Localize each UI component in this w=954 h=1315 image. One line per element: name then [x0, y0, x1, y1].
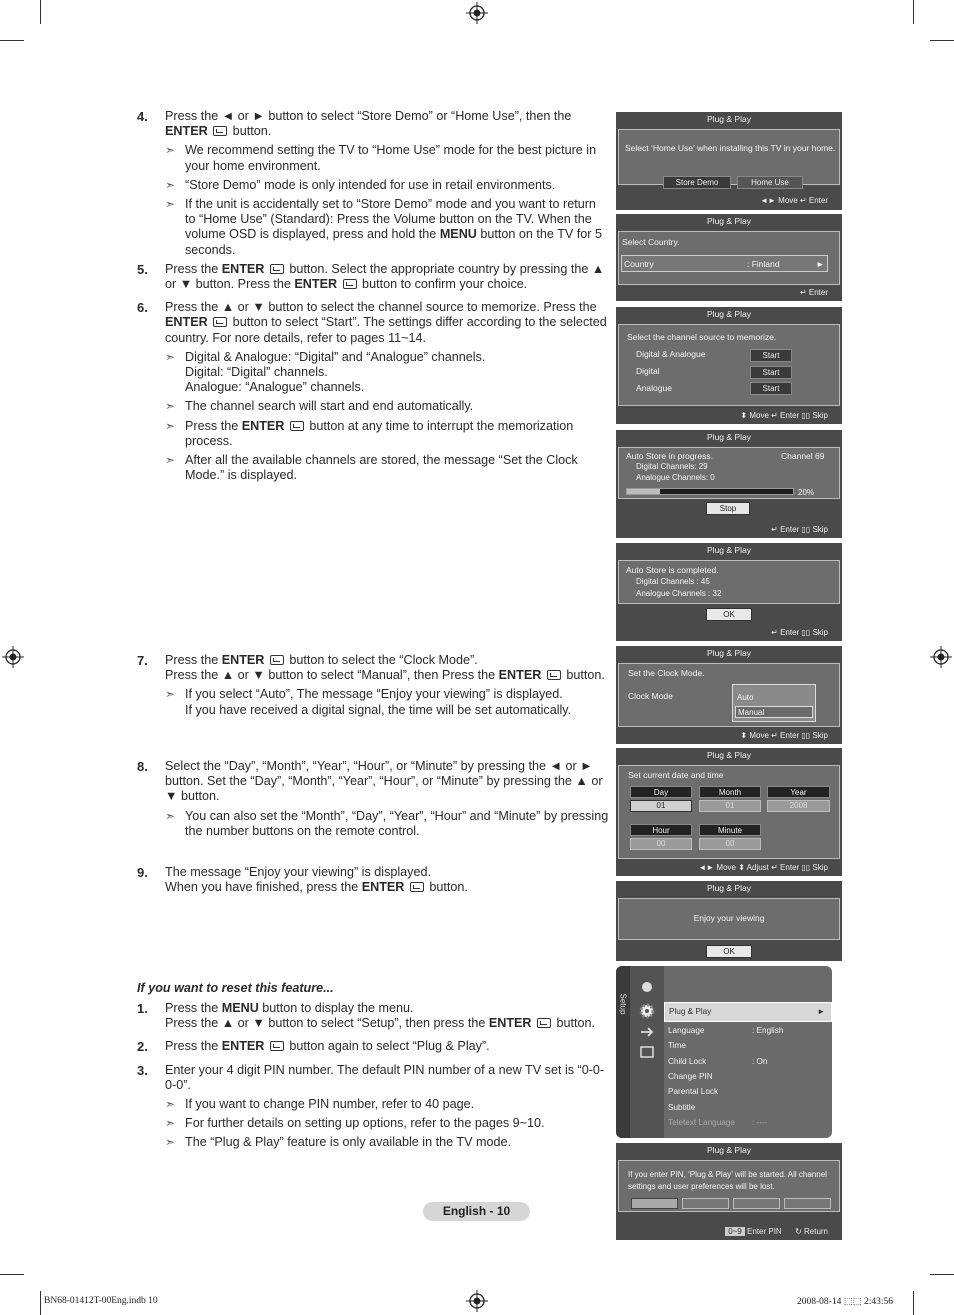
pin-digit-1[interactable] — [631, 1198, 678, 1209]
setup-item-value: : ---- — [752, 1117, 768, 1127]
instruction-step — [137, 1063, 609, 1093]
input-icon[interactable] — [640, 1026, 654, 1038]
instruction-step — [137, 1001, 609, 1031]
setup-item-label[interactable]: Child Lock — [668, 1056, 707, 1066]
instruction-step — [137, 653, 609, 683]
setup-menu — [616, 966, 832, 1138]
osd-message: Select the channel source to memorize. — [627, 332, 777, 342]
instruction-step — [137, 1039, 609, 1054]
ok-button[interactable]: OK — [706, 945, 752, 958]
osd-footer: ◄► Move ↵ Enter — [760, 196, 828, 205]
osd-message: Select Country. — [622, 237, 680, 247]
menu-keyword: MENU — [221, 1001, 259, 1015]
home-use-button[interactable]: Home Use — [737, 176, 803, 189]
note-arrow-icon: ➣ — [165, 177, 176, 192]
start-button[interactable]: Start — [750, 382, 792, 395]
note-arrow-icon: ➣ — [165, 399, 176, 414]
hour-header: Hour — [630, 824, 692, 836]
source-digital: Digital — [636, 366, 660, 376]
note-item: ➣ You can also set the “Month”, “Day”, “Year”, “Hour” and “Minute” by pressing the number buttons on the remote control. — [165, 808, 609, 838]
note-item: ➣ After all the available channels are stored, the message “Set the Clock Mode.” is displayed. — [165, 453, 578, 483]
setup-item-label[interactable]: Teletext Language — [668, 1117, 735, 1127]
osd-footer: ⬍ Move ↵ Enter ▯▯ Skip — [740, 411, 828, 420]
registration-mark-icon — [2, 646, 24, 668]
enter-icon — [270, 264, 284, 274]
step-number: 7. — [137, 653, 148, 668]
plug-and-play-item[interactable] — [664, 1002, 832, 1022]
enter-keyword: ENTER — [498, 668, 542, 683]
osd-title: Plug & Play — [707, 309, 751, 319]
reset-steps — [137, 1001, 609, 1155]
crop-mark — [913, 1291, 914, 1315]
note-arrow-icon: ➣ — [165, 1097, 176, 1112]
crop-mark — [913, 0, 914, 24]
step-number: 1. — [137, 1001, 148, 1016]
crop-mark — [0, 1274, 24, 1275]
step-7 — [137, 653, 609, 722]
progress-bar — [626, 488, 794, 495]
enter-keyword: ENTER — [221, 261, 265, 276]
note-item: ➣ The “Plug & Play” feature is only available in the TV mode. — [165, 1135, 511, 1150]
note-arrow-icon: ➣ — [165, 143, 176, 158]
osd-message: Select ‘Home Use’ when installing this TV in your home. — [625, 143, 836, 153]
instruction-step — [137, 300, 609, 346]
osd-footer: ↵ Enter — [799, 288, 828, 297]
enter-keyword: ENTER — [221, 1039, 265, 1054]
osd-title: Plug & Play — [707, 114, 751, 124]
step-text: Press the ENTER button again to select “Plug & Play”. — [165, 1039, 490, 1054]
country-label: Country — [624, 259, 654, 269]
day-field[interactable]: 01 — [630, 800, 692, 812]
enter-keyword: ENTER — [294, 277, 338, 292]
setup-item-label[interactable]: Time — [668, 1041, 686, 1051]
osd-footer: ⬍ Move ↵ Enter ▯▯ Skip — [740, 731, 828, 740]
enter-icon — [343, 279, 357, 289]
start-button[interactable]: Start — [750, 349, 792, 362]
osd-message: Enjoy your viewing — [693, 913, 765, 923]
gear-icon[interactable] — [638, 1002, 656, 1020]
plug-and-play-label: Plug & Play — [669, 1007, 712, 1016]
osd-title: Plug & Play — [707, 648, 751, 658]
setup-side-label: Setup — [618, 993, 628, 1015]
enter-keyword: ENTER — [361, 880, 405, 895]
source-analogue: Analogue — [636, 383, 672, 393]
osd-home-use — [616, 112, 842, 210]
minute-field[interactable]: 00 — [699, 838, 761, 850]
step-number: 5. — [137, 261, 148, 277]
step-number: 2. — [137, 1039, 148, 1055]
country-value: : Finland — [747, 259, 780, 269]
osd-auto-store-completed — [616, 543, 842, 641]
osd-auto-store-progress — [616, 430, 842, 538]
note-item: ➣ The channel search will start and end automatically. — [165, 399, 474, 414]
progress-percent: 20% — [798, 488, 815, 497]
store-demo-button[interactable]: Store Demo — [663, 176, 731, 189]
page-number: English - 10 — [423, 1202, 530, 1221]
osd-enjoy-viewing — [616, 881, 842, 961]
step-number: 3. — [137, 1062, 148, 1078]
return-label: ↻ Return — [795, 1227, 828, 1236]
step-text: The message “Enjoy your viewing” is displayed. When you have finished, press the ENTER button. — [165, 865, 468, 895]
instruction-step — [137, 109, 609, 139]
enter-icon — [270, 1041, 284, 1051]
analogue-count: Analogue Channels: 0 — [636, 473, 715, 482]
osd-title: Plug & Play — [707, 883, 751, 893]
enter-icon — [547, 670, 561, 680]
country-field[interactable] — [621, 255, 828, 272]
start-button[interactable]: Start — [750, 366, 792, 379]
note-item: ➣ If you want to change PIN number, refer to 40 page. — [165, 1097, 475, 1112]
crop-mark — [0, 40, 24, 41]
crop-mark — [40, 1291, 41, 1315]
clock-mode-dropdown[interactable] — [732, 684, 816, 722]
enter-icon — [213, 126, 227, 136]
step-text: Press the ENTER button to select the “Clock Mode”. Press the ▲ or ▼ button to select “Manual”, then Press the ENTER button. — [165, 653, 605, 683]
analogue-count: Analogue Channels : 32 — [636, 589, 722, 598]
enter-icon — [290, 421, 304, 431]
crop-mark — [930, 40, 954, 41]
ok-button[interactable]: OK — [706, 608, 752, 621]
note-item: ➣ Press the ENTER button at any time to interrupt the memorization process. — [165, 418, 574, 448]
chevron-right-icon: ► — [816, 259, 825, 269]
pin-digit-2[interactable] — [682, 1198, 729, 1209]
pin-digit-4[interactable] — [784, 1198, 831, 1209]
note-arrow-icon: ➣ — [165, 418, 176, 433]
enter-icon — [537, 1018, 551, 1028]
osd-select-country — [616, 214, 842, 301]
osd-message: Set the Clock Mode. — [628, 668, 705, 678]
steps-4-to-6 — [137, 109, 609, 487]
setup-item-label[interactable]: Parental Lock — [668, 1087, 719, 1097]
osd-title: Plug & Play — [707, 216, 751, 226]
hour-field[interactable]: 00 — [630, 838, 692, 850]
enter-icon — [410, 882, 424, 892]
note-arrow-icon: ➣ — [165, 687, 176, 702]
step-9 — [137, 865, 609, 903]
note-arrow-icon: ➣ — [165, 197, 176, 212]
support-icon[interactable] — [640, 1046, 654, 1058]
note-item: ➣ “Store Demo” mode is only intended for use in retail environments. — [165, 177, 556, 192]
digital-count: Digital Channels : 45 — [636, 577, 710, 586]
note-arrow-icon: ➣ — [165, 349, 176, 364]
enter-icon — [213, 317, 227, 327]
note-item: ➣ If you select “Auto”, The message “Enjoy your viewing” is displayed. If you have received a digital signal, the time will be set automatically. — [165, 687, 572, 717]
enter-keyword: ENTER — [241, 418, 285, 433]
step-8 — [137, 759, 609, 843]
enter-keyword: ENTER — [165, 124, 208, 139]
clock-option-manual-label: Manual — [738, 708, 765, 717]
setup-item-label[interactable]: Language — [668, 1026, 705, 1035]
year-header: Year — [767, 786, 830, 798]
note-arrow-icon: ➣ — [165, 453, 176, 468]
minute-header: Minute — [699, 824, 761, 836]
note-item: ➣ We recommend setting the TV to “Home Use” mode for the best picture in your home environment. — [165, 143, 597, 173]
note-item: ➣ If the unit is accidentally set to “Store Demo” mode and you want to return to “Home Use” (Standard): Press the Volume button on the TV. When the volume OSD is displayed, press and hold the MENU button on the TV for 5 seconds. — [165, 197, 602, 257]
registration-mark-icon — [466, 1290, 488, 1312]
progress-fill — [627, 489, 660, 494]
osd-message: If you enter PIN, ‘Plug & Play’ will be started. All channel settings and user preferences will be lost. — [628, 1170, 827, 1191]
slug-left: BN68-01412T-00Eng.indb 10 — [44, 1296, 158, 1306]
osd-enter-pin — [616, 1143, 842, 1240]
step-text: Press the MENU button to display the menu. Press the ▲ or ▼ button to select “Setup”, then press the ENTER button. — [165, 1001, 596, 1031]
step-text: Enter your 4 digit PIN number. The default PIN number of a new TV set is “0-0-0-0”. — [165, 1062, 605, 1092]
setup-item-value: : On — [752, 1056, 768, 1066]
note-arrow-icon: ➣ — [165, 1135, 176, 1150]
osd-channel-source — [616, 307, 842, 424]
clock-mode-label: Clock Mode — [628, 691, 673, 701]
step-number: 8. — [137, 759, 148, 774]
step-number: 6. — [137, 300, 148, 316]
osd-clock-mode — [616, 646, 842, 744]
setup-item-value: : English — [752, 1026, 784, 1035]
step-number: 4. — [137, 109, 148, 124]
osd-title: Plug & Play — [707, 750, 751, 760]
digital-count: Digital Channels: 29 — [636, 462, 708, 471]
osd-message: Auto Store in progress. — [626, 451, 713, 461]
osd-footer: ↵ Enter ▯▯ Skip — [771, 525, 828, 534]
setup-item-label[interactable]: Change PIN — [668, 1071, 713, 1081]
osd-title: Plug & Play — [707, 432, 751, 442]
step-text: Press the ▲ or ▼ button to select the channel source to memorize. Press the ENTER button to select “Start”. The settings differ according to the selected country. For nore details, refer to pages 11~14. — [165, 300, 607, 345]
instruction-step — [137, 262, 609, 292]
slug-right: 2008-08-14 ⬚⬚ 2:43:56 — [797, 1297, 894, 1307]
osd-footer: ◄► Move ⬍ Adjust ↵ Enter ▯▯ Skip — [698, 863, 828, 872]
source-digital-analogue: Digital & Analogue — [636, 349, 706, 359]
osd-message: Auto Store is completed. — [626, 565, 719, 575]
registration-mark-icon — [930, 646, 952, 668]
stop-button[interactable]: Stop — [706, 502, 750, 515]
clock-option-auto[interactable]: Auto — [737, 693, 754, 702]
month-header: Month — [699, 786, 761, 798]
day-header: Day — [630, 786, 692, 798]
pin-digit-3[interactable] — [733, 1198, 780, 1209]
note-arrow-icon: ➣ — [165, 1116, 176, 1131]
step-text: Press the ENTER button. Select the appropriate country by pressing the ▲ or ▼ button. Press the ENTER button to confirm your choice. — [165, 261, 605, 292]
registration-mark-icon — [466, 2, 488, 24]
step-text: Select the “Day”, “Month”, “Year”, “Hour”, or “Minute” by pressing the ◄ or ► button. Set the “Day”, “Month”, “Year”, “Hour”, or “Minute” by pressing the ▲ or ▼ button. — [165, 759, 603, 804]
chevron-right-icon: ► — [817, 1007, 825, 1016]
enter-keyword: ENTER — [165, 315, 208, 330]
osd-message: Set current date and time — [628, 770, 724, 780]
instruction-step — [137, 865, 609, 895]
crop-mark — [930, 1274, 954, 1275]
month-field[interactable]: 01 — [699, 800, 761, 812]
enter-icon — [270, 655, 284, 665]
osd-footer: ↵ Enter ▯▯ Skip — [771, 628, 828, 637]
menu-keyword: MENU — [439, 227, 477, 242]
crop-mark — [40, 0, 41, 24]
reset-heading: If you want to reset this feature... — [137, 981, 334, 995]
enter-keyword: ENTER — [221, 653, 265, 667]
setup-item-label[interactable]: Subtitle — [668, 1102, 696, 1112]
enter-pin-label: Enter PIN — [747, 1227, 782, 1236]
note-item: ➣ For further details on setting up options, refer to the pages 9~10. — [165, 1116, 545, 1131]
osd-title: Plug & Play — [707, 1145, 751, 1155]
year-field[interactable]: 2008 — [767, 800, 830, 812]
step-number: 9. — [137, 865, 148, 880]
step-text: Press the ◄ or ► button to select “Store Demo” or “Home Use”, then the ENTER button. — [165, 109, 572, 139]
pin-key-badge: 0~9 — [725, 1227, 745, 1236]
instruction-step — [137, 759, 609, 805]
channel-readout: Channel 69 — [781, 451, 825, 461]
enter-keyword: ENTER — [488, 1016, 532, 1031]
osd-date-time — [616, 748, 842, 876]
clock-option-manual[interactable] — [735, 706, 813, 718]
picture-icon[interactable] — [640, 980, 654, 994]
note-item: ➣ Digital & Analogue: “Digital” and “Analogue” channels. Digital: “Digital” channels. Analogue: “Analogue” channels. — [165, 349, 486, 395]
note-arrow-icon: ➣ — [165, 808, 176, 823]
osd-title: Plug & Play — [707, 545, 751, 555]
